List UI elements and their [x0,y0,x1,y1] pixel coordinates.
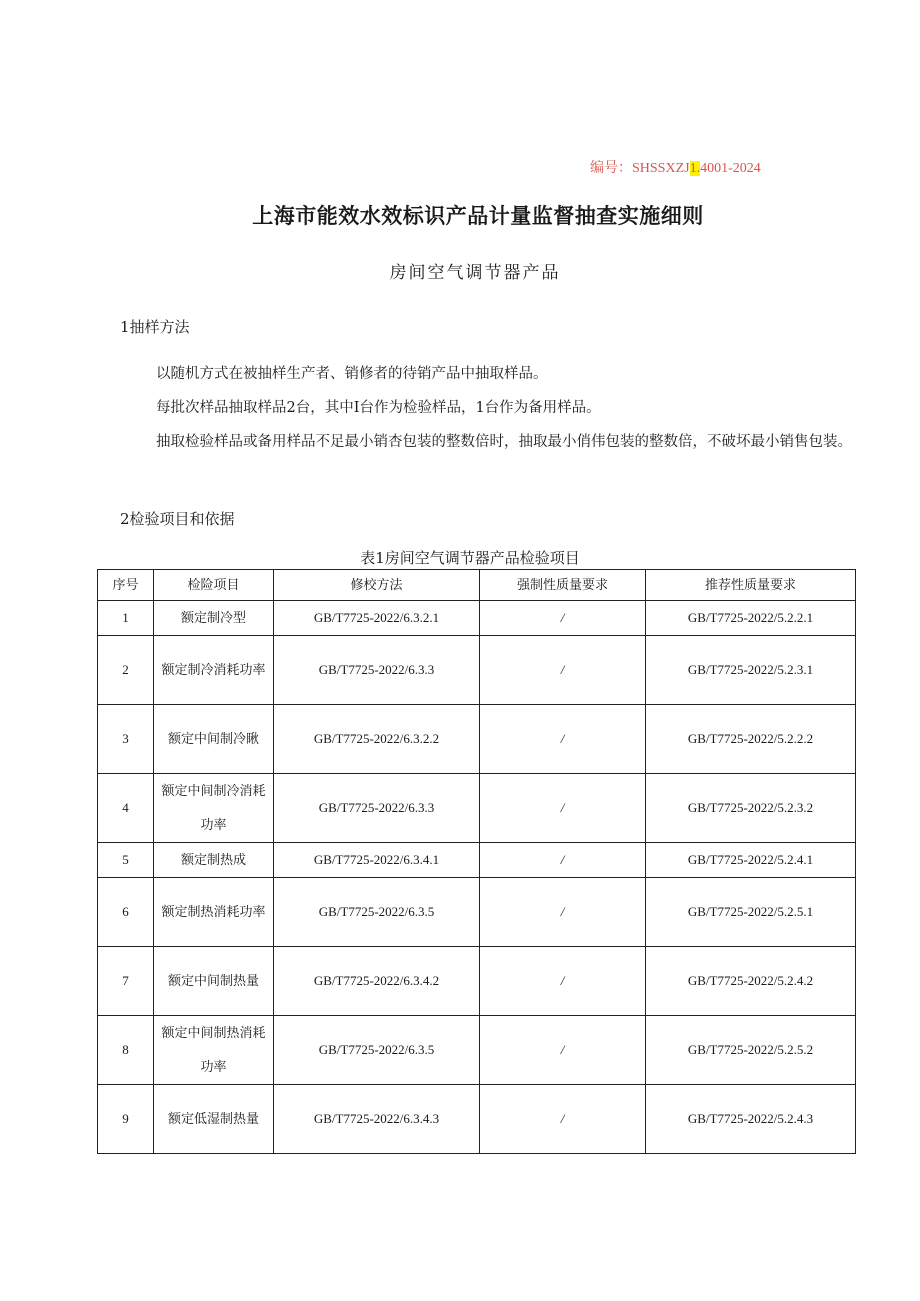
row-item: 额定中间制冷瞅 [154,705,274,774]
row-recommended: GB/T7725-2022/5.2.5.1 [646,878,856,947]
row-item: 额定低湿制热量 [154,1085,274,1154]
row-recommended: GB/T7725-2022/5.2.4.2 [646,947,856,1016]
table-row [98,878,856,947]
document-title: 上海市能效水效标识产品计量监督抽查实施细则 [252,204,704,228]
table-row [98,774,856,843]
row-no: 2 [98,636,154,705]
header-no: 序号 [98,570,154,601]
table-row [98,843,856,878]
inspection-items-table [97,569,856,1154]
row-mandatory: / [480,1085,646,1154]
section-2-heading: 2检验项目和依据 [120,510,235,528]
row-no: 8 [98,1016,154,1085]
row-method: GB/T7725-2022/6.3.4.3 [274,1085,480,1154]
row-mandatory: / [480,947,646,1016]
row-recommended: GB/T7725-2022/5.2.3.2 [646,774,856,843]
section-1-paragraph-3: 抽取检验样品或备用样品不足最小销杏包装的整数倍时，抽取最小俏伟包装的整数倍，不破坏最小销售包装。 [156,434,852,450]
row-no: 6 [98,878,154,947]
row-item: 额定中间制热量 [154,947,274,1016]
row-method: GB/T7725-2022/6.3.5 [274,1016,480,1085]
row-item: 额定制冷型 [154,601,274,636]
table-row [98,1085,856,1154]
row-recommended: GB/T7725-2022/5.2.5.2 [646,1016,856,1085]
row-mandatory: / [480,601,646,636]
row-no: 9 [98,1085,154,1154]
header-mandatory: 强制性质量要求 [480,570,646,601]
row-no: 4 [98,774,154,843]
row-item: 额定制冷消耗功率 [154,636,274,705]
table-row [98,947,856,1016]
header-recommended: 推荐性质量要求 [646,570,856,601]
row-no: 5 [98,843,154,878]
row-recommended: GB/T7725-2022/5.2.4.3 [646,1085,856,1154]
document-subtitle: 房间空气调节器产品 [389,263,561,283]
row-item: 额定中间制冷消耗功率 [154,774,274,843]
section-1-paragraph-2: 每批次样品抽取样品2台，其中I台作为检验样品，1台作为备用样品。 [156,400,601,416]
header-method: 修校方法 [274,570,480,601]
row-no: 3 [98,705,154,774]
row-method: GB/T7725-2022/6.3.4.1 [274,843,480,878]
row-mandatory: / [480,774,646,843]
row-method: GB/T7725-2022/6.3.3 [274,636,480,705]
row-method: GB/T7725-2022/6.3.4.2 [274,947,480,1016]
row-mandatory: / [480,878,646,947]
row-mandatory: / [480,1016,646,1085]
section-1-heading: 1抽样方法 [120,318,190,336]
row-recommended: GB/T7725-2022/5.2.2.2 [646,705,856,774]
row-method: GB/T7725-2022/6.3.2.2 [274,705,480,774]
row-method: GB/T7725-2022/6.3.5 [274,878,480,947]
table-row [98,601,856,636]
row-mandatory: / [480,705,646,774]
table-row [98,705,856,774]
row-method: GB/T7725-2022/6.3.3 [274,774,480,843]
row-recommended: GB/T7725-2022/5.2.3.1 [646,636,856,705]
document-number-highlight: 1. [689,161,701,176]
document-number-prefix: 编号：SHSSXZJ [590,161,690,176]
table-header-row [98,570,856,601]
row-item: 额定制热消耗功率 [154,878,274,947]
table-row [98,636,856,705]
table-caption: 表1房间空气调节器产品检验项目 [360,549,580,567]
section-1-paragraph-1: 以随机方式在被抽样生产者、销修者的待销产品中抽取样品。 [156,366,548,382]
table-row [98,1016,856,1085]
row-recommended: GB/T7725-2022/5.2.4.1 [646,843,856,878]
row-mandatory: / [480,636,646,705]
row-item: 额定中间制热消耗功率 [154,1016,274,1085]
row-method: GB/T7725-2022/6.3.2.1 [274,601,480,636]
row-mandatory: / [480,843,646,878]
document-number [590,157,761,177]
row-no: 1 [98,601,154,636]
header-item: 检险项目 [154,570,274,601]
row-recommended: GB/T7725-2022/5.2.2.1 [646,601,856,636]
row-no: 7 [98,947,154,1016]
row-item: 额定制热成 [154,843,274,878]
document-number-suffix: 4001-2024 [700,161,761,176]
